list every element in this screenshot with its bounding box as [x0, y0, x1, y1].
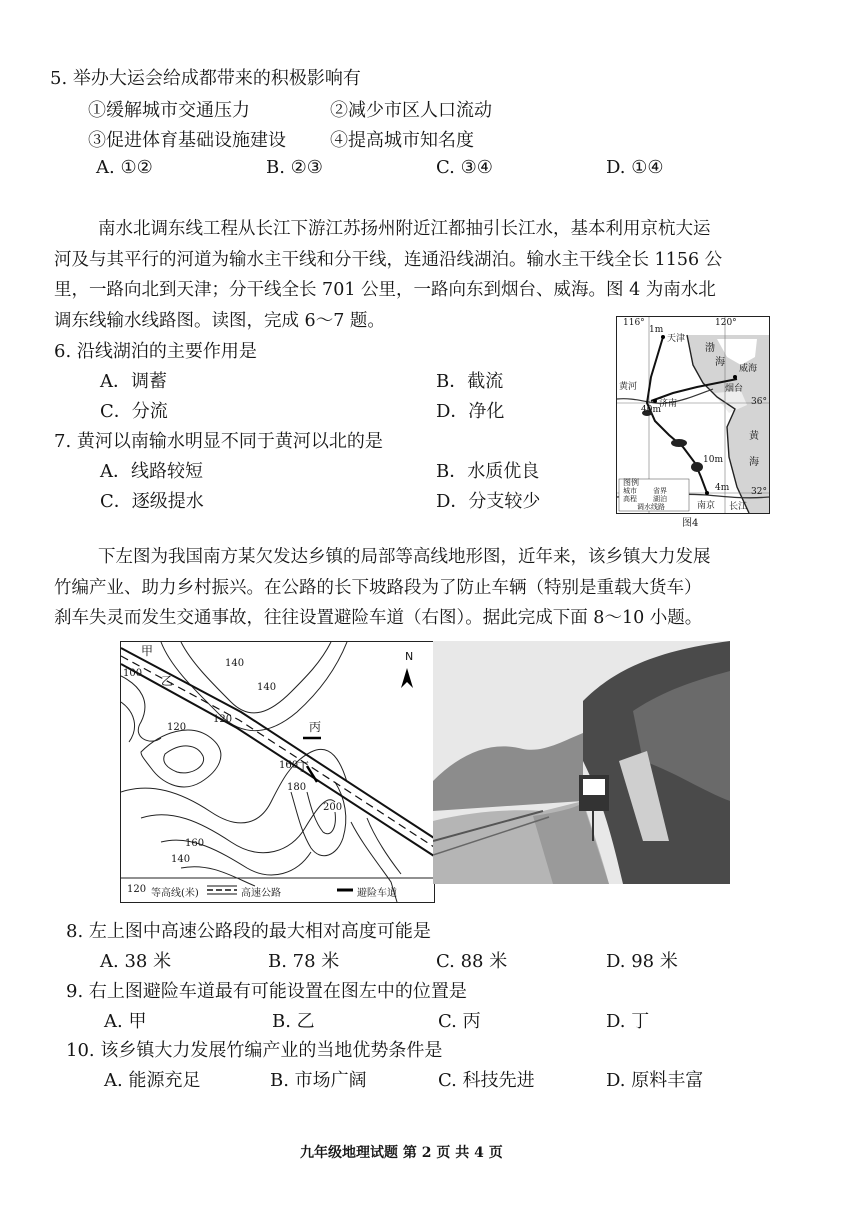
contour-label: 140 — [171, 854, 191, 865]
legend-highway: 高速公路 — [241, 888, 281, 899]
fig4-legend-title: 图例 — [623, 478, 639, 487]
q8-option-c: C. 88 米 — [436, 951, 508, 972]
passage-contour-map — [54, 542, 794, 634]
fig4-legend-item: 省界 — [653, 487, 667, 495]
escape-lane-photo — [433, 641, 730, 884]
figure4-water-route-map — [616, 316, 770, 514]
passage1-line: 河及与其平行的河道为输水主干线和分干线，连通沿线湖泊。输水主干线全长 1156 公 — [54, 249, 723, 270]
fig4-elevation: 1m — [649, 325, 664, 335]
q5-option-b: B. ②③ — [266, 157, 323, 178]
q9-option-b: B. 乙 — [272, 1011, 315, 1032]
fig4-sea-label: 海 — [749, 457, 759, 468]
q9-option-a: A. 甲 — [104, 1011, 147, 1032]
q8-stem: 8. 左上图中高速公路段的最大相对高度可能是 — [66, 921, 431, 942]
passage2-line: 竹编产业、助力乡村振兴。在公路的长下坡路段为了防止车辆（特别是重载大货车） — [54, 577, 702, 598]
figure4-caption: 图4 — [682, 518, 699, 529]
legend-contour-value: 120 — [127, 884, 147, 895]
passage1-line: 调东线输水线路图。读图，完成 6～7 题。 — [54, 310, 385, 331]
passage1-line: 里，一路向北到天津；分干线全长 701 公里，一路向东到烟台、威海。图 4 为南水北 — [54, 280, 716, 300]
fig4-place: 长江 — [729, 502, 748, 512]
figure4-map-drawing — [617, 317, 769, 513]
fig4-legend-item: 城市 — [623, 487, 637, 495]
q7-option-b: B．水质优良 — [436, 461, 540, 482]
q10-option-d: D. 原料丰富 — [606, 1070, 704, 1091]
q10-option-a: A. 能源充足 — [104, 1070, 201, 1091]
q6-option-d: D．净化 — [436, 401, 505, 422]
point-ding: 丁 — [297, 760, 310, 774]
contour-label: 120 — [213, 714, 233, 725]
q7-option-c: C．逐级提水 — [100, 491, 204, 512]
q6-stem: 6. 沿线湖泊的主要作用是 — [54, 341, 257, 362]
q7-option-d: D．分支较少 — [436, 491, 541, 512]
fig4-place: 天津 — [667, 334, 686, 344]
fig4-sea-label: 渤 — [705, 343, 715, 354]
fig4-lon-label: 116° — [623, 318, 645, 328]
q5-stem: 5. 举办大运会给成都带来的积极影响有 — [50, 68, 361, 89]
contour-label: 140 — [257, 682, 277, 693]
q5-option-d: D. ①④ — [606, 157, 664, 178]
contour-label: 160 — [185, 838, 205, 849]
fig4-place: 南京 — [697, 501, 716, 511]
q8-option-b: B. 78 米 — [268, 951, 340, 972]
contour-label: 160 — [279, 760, 299, 771]
fig4-lat-label: 36° — [751, 397, 767, 407]
fig4-place: 威海 — [739, 364, 758, 374]
q5-item-3: ③促进体育基础设施建设 — [88, 130, 286, 151]
q10-option-c: C. 科技先进 — [438, 1070, 535, 1091]
q10-stem: 10. 该乡镇大力发展竹编产业的当地优势条件是 — [66, 1040, 443, 1061]
fig4-lon-label: 120° — [715, 318, 737, 328]
contour-label: 180 — [287, 782, 307, 793]
q7-option-a: A．线路较短 — [100, 461, 203, 482]
legend-contour: 等高线(米) — [151, 888, 199, 899]
fig4-elevation: 40m — [641, 405, 661, 415]
page-footer: 九年级地理试题 第 2 页 共 4 页 — [300, 1145, 503, 1161]
point-yi: 乙 — [161, 674, 174, 688]
contour-map — [120, 641, 435, 903]
legend-escape-lane: 避险车道 — [357, 888, 397, 899]
passage1-line: 南水北调东线工程从长江下游江苏扬州附近江都抽引长江水，基本利用京杭大运 — [98, 219, 711, 239]
q8-option-d: D. 98 米 — [606, 951, 678, 972]
fig4-sea-label: 黄 — [749, 431, 759, 442]
q5-option-c: C. ③④ — [436, 157, 493, 178]
point-bing: 丙 — [309, 720, 322, 734]
q5-item-4: ④提高城市知名度 — [330, 130, 474, 151]
q5-item-2: ②减少市区人口流动 — [330, 100, 492, 121]
fig4-river-label: 黄河 — [619, 382, 638, 392]
fig4-legend-item: 高程 — [623, 495, 637, 503]
q9-option-c: C. 丙 — [438, 1011, 481, 1032]
fig4-lat-label: 32° — [751, 487, 767, 497]
fig4-legend-item: 调水线路 — [637, 503, 665, 511]
q8-option-a: A. 38 米 — [100, 951, 172, 972]
contour-label: 140 — [225, 658, 245, 669]
point-jia: 甲 — [141, 644, 154, 658]
fig4-elevation: 4m — [715, 483, 730, 493]
passage2-line: 下左图为我国南方某欠发达乡镇的局部等高线地形图，近年来，该乡镇大力发展 — [98, 547, 711, 567]
q10-option-b: B. 市场广阔 — [270, 1070, 367, 1091]
contour-label: 200 — [323, 802, 343, 813]
fig4-place: 烟台 — [725, 384, 744, 394]
fig4-legend-item: 湖泊 — [653, 495, 667, 503]
q7-stem: 7. 黄河以南输水明显不同于黄河以北的是 — [54, 431, 383, 452]
q5-option-a: A. ①② — [96, 157, 153, 178]
q6-option-a: A．调蓄 — [100, 371, 167, 392]
north-label: N — [405, 650, 414, 663]
fig4-sea-label: 海 — [715, 357, 725, 368]
contour-label: 120 — [167, 722, 187, 733]
contour-label: 100 — [123, 668, 143, 679]
fig4-place: 济南 — [659, 399, 678, 409]
fig4-elevation: 10m — [703, 455, 723, 465]
q6-option-b: B．截流 — [436, 371, 504, 392]
q5-item-1: ①缓解城市交通压力 — [88, 100, 250, 121]
q6-option-c: C．分流 — [100, 401, 168, 422]
passage2-line: 刹车失灵而发生交通事故，往往设置避险车道（右图）。据此完成下面 8～10 小题。 — [54, 608, 703, 628]
photo-drawing — [433, 641, 730, 884]
q9-option-d: D. 丁 — [606, 1011, 650, 1032]
q9-stem: 9. 右上图避险车道最有可能设置在图左中的位置是 — [66, 981, 467, 1002]
